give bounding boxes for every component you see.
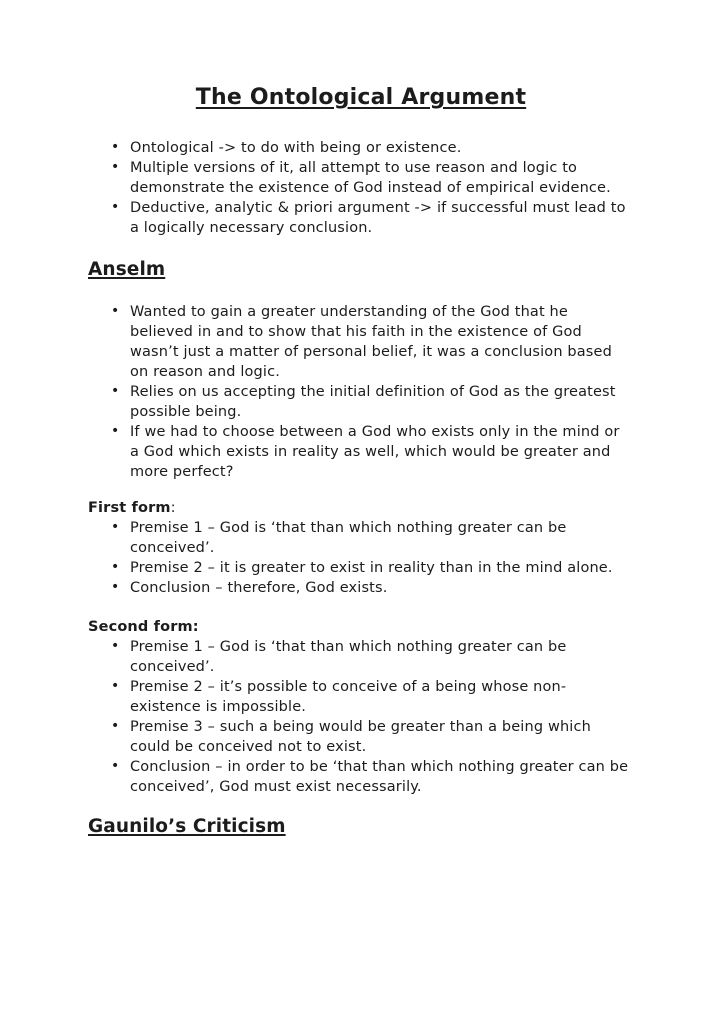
bullet-item: • Conclusion – in order to be ‘that than which nothing greater can be conceived’, God must exist necessarily. xyxy=(88,757,633,797)
bullet-item: • Deductive, analytic & priori argument -> if successful must lead to a logically necessary conclusion. xyxy=(88,198,633,238)
bullet-item: • Premise 1 – God is ‘that than which nothing greater can be conceived’. xyxy=(88,637,633,677)
anselm-bullet-list xyxy=(88,302,633,482)
subheading-first-form-suffix: : xyxy=(170,500,176,516)
section-heading-gaunilo: Gaunilo’s Criticism xyxy=(88,816,286,837)
bullet-item: • If we had to choose between a God who exists only in the mind or a God which exists in reality as well, which would be greater and more perfect? xyxy=(88,422,633,482)
bullet-item: • Premise 2 – it’s possible to conceive of a being whose non-existence is impossible. xyxy=(88,677,633,717)
subheading-first-form xyxy=(88,498,634,518)
subheading-second-form xyxy=(88,617,634,637)
bullet-item: • Relies on us accepting the initial definition of God as the greatest possible being. xyxy=(88,382,633,422)
bullet-item: • Conclusion – therefore, God exists. xyxy=(88,578,633,598)
bullet-item: • Premise 3 – such a being would be greater than a being which could be conceived not to exist. xyxy=(88,717,633,757)
bullet-item: • Ontological -> to do with being or existence. xyxy=(88,138,633,158)
section-heading-anselm: Anselm xyxy=(88,259,166,280)
first-form-bullet-list xyxy=(88,518,633,598)
document-title: The Ontological Argument xyxy=(195,85,527,110)
subheading-first-form-label: First form xyxy=(88,500,171,516)
subheading-second-form-label: Second form: xyxy=(88,619,199,635)
bullet-item: • Premise 1 – God is ‘that than which nothing greater can be conceived’. xyxy=(88,518,633,558)
intro-bullet-list xyxy=(88,138,633,238)
second-form-bullet-list xyxy=(88,637,633,797)
bullet-item: • Premise 2 – it is greater to exist in reality than in the mind alone. xyxy=(88,558,633,578)
bullet-item: • Wanted to gain a greater understanding of the God that he believed in and to show that his faith in the existence of God wasn’t just a matter of personal belief, it was a conclusion based on reason and logic. xyxy=(88,302,633,382)
bullet-item: • Multiple versions of it, all attempt to use reason and logic to demonstrate the existence of God instead of empirical evidence. xyxy=(88,158,633,198)
